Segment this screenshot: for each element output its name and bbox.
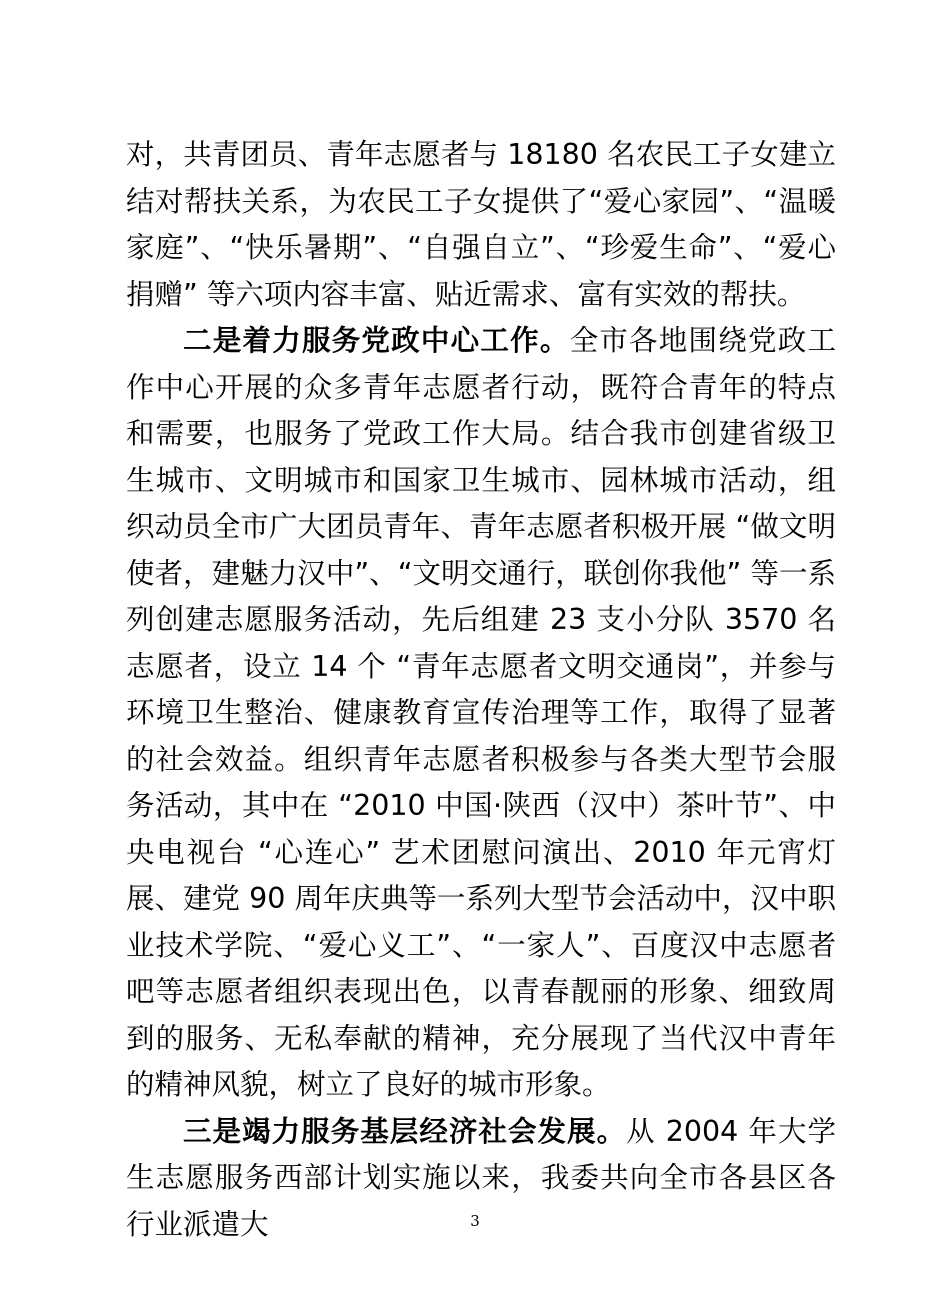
paragraph-lead: 三是竭力服务基层经济社会发展。 — [183, 1114, 627, 1148]
paragraph-text: 全市各地围绕党政工作中心开展的众多青年志愿者行动，既符合青年的特点和需要，也服务了党政工作大局。结合我市创建省级卫生城市、文明城市和国家卫生城市、园林城市活动，组织动员全市广大团员青年、青年志愿者积极开展 “做文明使者，建魅力汉中”、“文明交通行，联创你我他” 等一系列创建志愿服务活动，先后组建 23 支小分队 3570 名志愿者，设立 14 个 “青年志愿者文明交通岗”，并参与环境卫生整治、健康教育宣传治理等工作，取得了显著的社会效益。组织青年志愿者积极参与各类大型节会服务活动，其中在 “2010 中国·陕西（汉中）茶叶节”、中央电视台 “心连心” 艺术团慰问演出、2010 年元宵灯展、建党 90 周年庆典等一系列大型节会活动中，汉中职业技术学院、“爱心义工”、“一家人”、百度汉中志愿者吧等志愿者组织表现出色，以青春靓丽的形象、细致周到的服务、无私奉献的精神，充分展现了当代汉中青年的精神风貌，树立了良好的城市形象。 — [126, 324, 836, 1101]
paragraph-continuation — [126, 132, 836, 318]
document-body — [126, 132, 836, 1248]
paragraph-party-work — [126, 318, 836, 1109]
paragraph-text: 对，共青团员、青年志愿者与 18180 名农民工子女建立结对帮扶关系，为农民工子女提供了“爱心家园”、“温暖家庭”、“快乐暑期”、“自强自立”、“珍爱生命”、“爱心捐赠” 等六项内容丰富、贴近需求、富有实效的帮扶。 — [126, 138, 836, 311]
paragraph-lead: 二是着力服务党政中心工作。 — [183, 324, 570, 357]
page-number: 3 — [470, 1212, 480, 1230]
paragraph-text: 从 2004 年大学生志愿服务西部计划实施以来，我委共向全市各县区各行业派遣大 — [126, 1114, 836, 1241]
